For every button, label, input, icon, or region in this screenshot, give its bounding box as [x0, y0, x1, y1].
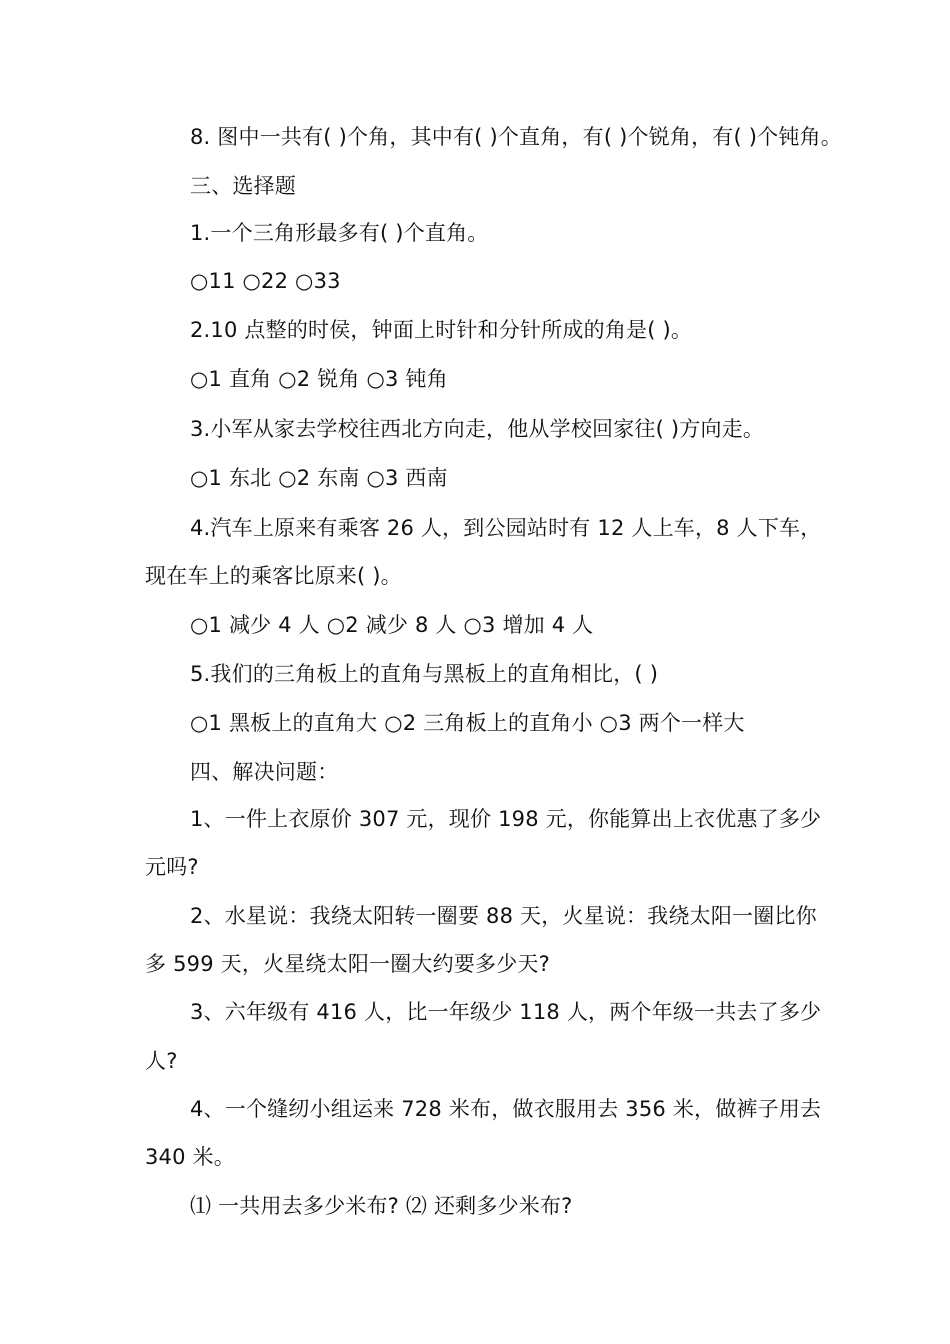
problem-4-line2: 340 米。: [145, 1145, 235, 1169]
section-heading-problems: 四、解决问题：: [190, 760, 339, 784]
section-heading-choice: 三、选择题: [190, 174, 296, 198]
choice-question-4-line2: 现在车上的乘客比原来( )。: [145, 564, 402, 588]
choice-question-1: 1.一个三角形最多有( )个直角。: [190, 221, 489, 245]
choice-options-3: ○1 东北 ○2 东南 ○3 西南: [190, 466, 448, 490]
choice-options-2: ○1 直角 ○2 锐角 ○3 钝角: [190, 367, 448, 391]
problem-3-line2: 人?: [145, 1049, 178, 1073]
choice-options-4: ○1 减少 4 人 ○2 减少 8 人 ○3 增加 4 人: [190, 613, 594, 637]
problem-1-line2: 元吗?: [145, 855, 199, 879]
problem-2-line2: 多 599 天，火星绕太阳一圈大约要多少天?: [145, 952, 550, 976]
choice-question-4-line1: 4.汽车上原来有乘客 26 人，到公园站时有 12 人上车，8 人下车，: [190, 516, 822, 540]
fill-question-8: 8. 图中一共有( )个角，其中有( )个直角，有( )个锐角，有( )个钝角。: [190, 125, 842, 149]
choice-question-5: 5.我们的三角板上的直角与黑板上的直角相比，( ): [190, 662, 659, 686]
choice-question-2: 2.10 点整的时侯，钟面上时针和分针所成的角是( )。: [190, 318, 693, 342]
problem-4-subquestions: ⑴ 一共用去多少米布? ⑵ 还剩多少米布?: [190, 1194, 573, 1218]
problem-1-line1: 1、一件上衣原价 307 元，现价 198 元，你能算出上衣优惠了多少: [190, 807, 822, 831]
choice-options-5: ○1 黑板上的直角大 ○2 三角板上的直角小 ○3 两个一样大: [190, 711, 745, 735]
choice-question-3: 3.小军从家去学校往西北方向走，他从学校回家往( )方向走。: [190, 417, 765, 441]
problem-3-line1: 3、六年级有 416 人，比一年级少 118 人，两个年级一共去了多少: [190, 1000, 822, 1024]
problem-2-line1: 2、水星说：我绕太阳转一圈要 88 天，火星说：我绕太阳一圈比你: [190, 904, 817, 928]
problem-4-line1: 4、一个缝纫小组运来 728 米布，做衣服用去 356 米，做裤子用去: [190, 1097, 822, 1121]
choice-options-1: ○11 ○22 ○33: [190, 269, 341, 293]
